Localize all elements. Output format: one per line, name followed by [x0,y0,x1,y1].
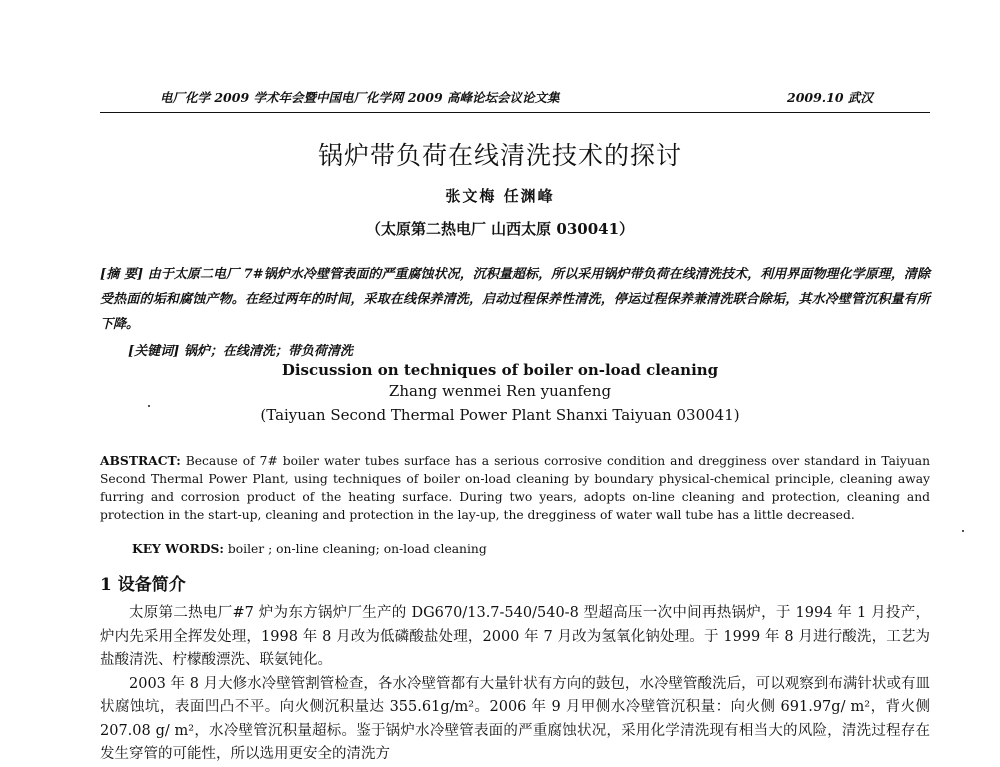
section-body [100,602,930,767]
affiliation-cn: （太原第二热电厂 山西太原 030041） [365,220,635,238]
paper-title: 锅炉带负荷在线清洗技术的探讨 [317,141,682,170]
abstract-cn-label: [摘 要] [100,267,144,282]
body-paragraph: 2003 年 8 月大修水冷壁管割管检查，各水冷壁管都有大量针状有方向的鼓包，水冷壁管酸洗后，可以观察到布满针状或有皿状腐蚀坑，表面凹凸不平。向火侧沉积量达 355.61g/m²。2006 年 9 月甲侧水冷壁管沉积量：向火侧 691.97g/ m²，背火侧 207.08 g/ m²，水冷壁管沉积量超标。鉴于锅炉水冷壁管表面的严重腐蚀状况，采用化学清洗现有相当大的风险，清洗过程存在发生穿管的可能性，所以选用更安全的清洗方 [100,675,930,762]
abstract-cn-text: 由于太原二电厂 7#锅炉水冷壁管表面的严重腐蚀状况，沉积量超标，所以采用锅炉带负荷在线清洗技术，利用界面物理化学原理，清除受热面的垢和腐蚀产物。在经过两年的时间，采取在线保养清洗，启动过程保养性清洗，停运过程保养兼清洗联合除垢，其水冷壁管沉积量有所下降。 [100,267,930,332]
abstract-en [100,452,930,524]
keywords-en-label: KEY WORDS: [132,541,224,556]
keywords-en-text: boiler ; on-line cleaning; on-load cleaning [227,542,487,556]
abstract-cn [100,262,930,337]
section-heading: 1 设备简介 [100,575,186,595]
running-header-right: 2009.10 武汉 [787,90,873,105]
header-rule [100,112,930,113]
abstract-en-label: ABSTRACT: [100,453,181,468]
english-authors: Zhang wenmei Ren yuanfeng [388,382,612,400]
keywords-cn [128,340,353,359]
body-paragraph: 太原第二热电厂#7 炉为东方锅炉厂生产的 DG670/13.7-540/540-8 型超高压一次中间再热锅炉，于 1994 年 1 月投产，炉内先采用全挥发处理，1998 年 8 月改为低磷酸盐处理，2000 年 7 月改为氢氧化钠处理。于 1999 年 8 月进行酸洗，工艺为盐酸清洗、柠檬酸漂洗、联氨钝化。 [100,605,930,668]
english-title: Discussion on techniques of boiler on-load cleaning [281,361,719,379]
keywords-cn-label: [关键词] [128,344,180,359]
authors-cn: 张文梅 任渊峰 [445,187,555,205]
english-affiliation: (Taiyuan Second Thermal Power Plant Shanxi Taiyuan 030041) [260,406,740,424]
keywords-cn-text: 锅炉；在线清洗；带负荷清洗 [183,344,353,359]
abstract-en-text: Because of 7# boiler water tubes surface has a serious corrosive condition and dregginess over standard in Taiyuan Second Thermal Power Plant, using techniques of boiler on-load cleaning by boundary physical-chemical principle, cleaning away furring and corrosion product of the heating surface. During two years, adopts on-line cleaning and protection, cleaning and protection in the start-up, cleaning and protection in the lay-up, the dregginess of water wall tube has a little decreased. [100,454,930,522]
scan-speck [148,405,150,407]
scan-speck [962,530,964,532]
running-header-left: 电厂化学 2009 学术年会暨中国电厂化学网 2009 高峰论坛会议论文集 [160,90,560,105]
keywords-en [132,541,487,556]
